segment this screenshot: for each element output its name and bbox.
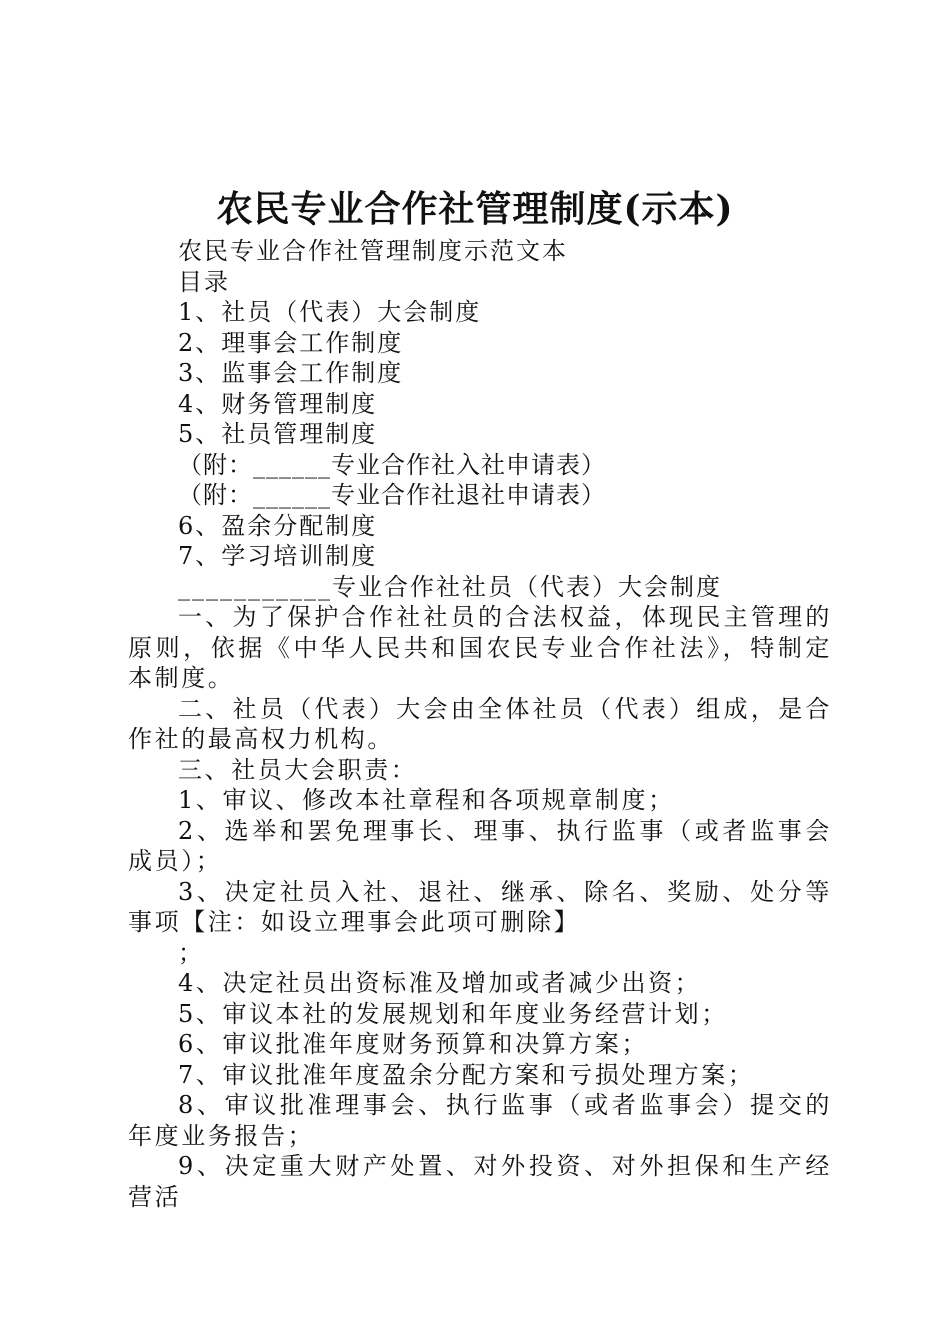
paragraph: 三、社员大会职责： [178, 755, 418, 784]
paragraph: 2、选举和罢免理事长、理事、执行监事（或者监事会成员）； [128, 816, 832, 875]
toc-item: 6、盈余分配制度 [178, 511, 378, 540]
paragraph: 5、审议本社的发展规划和年度业务经营计划； [178, 999, 728, 1028]
paragraph: 4、决定社员出资标准及增加或者减少出资； [178, 969, 702, 997]
section-paragraphs [128, 602, 832, 1212]
toc-item: 7、学习培训制度 [178, 542, 378, 570]
toc-item: 5、社员管理制度 [178, 420, 378, 448]
paragraph: 一、为了保护合作社社员的合法权益，体现民主管理的原则，依据《中华人民共和国农民专业合作社法》，特制定本制度。 [128, 603, 832, 692]
document-title: 农民专业合作社管理制度(示本) [216, 188, 734, 230]
paragraph: 二、社员（代表）大会由全体社员（代表）组成，是合作社的最高权力机构。 [128, 694, 832, 753]
toc-heading: 目录 [178, 267, 230, 296]
paragraph: 9、决定重大财产处置、对外投资、对外担保和生产经营活 [128, 1152, 832, 1211]
document-body [128, 236, 832, 1212]
toc-list [128, 297, 832, 572]
paragraph: 6、审议批准年度财务预算和决算方案； [178, 1030, 649, 1058]
paragraph: ； [178, 938, 205, 967]
paragraph: 7、审议批准年度盈余分配方案和亏损处理方案； [178, 1060, 755, 1089]
toc-item: 3、监事会工作制度 [178, 359, 404, 387]
section-heading: ___________专业合作社社员（代表）大会制度 [178, 572, 722, 601]
toc-item: 4、财务管理制度 [178, 389, 378, 418]
toc-item: （附：______专业合作社退社申请表） [178, 481, 606, 509]
toc-item: （附：______专业合作社入社申请表） [178, 450, 606, 479]
paragraph: 3、决定社员入社、退社、继承、除名、奖励、处分等事项【注：如设立理事会此项可删除】 [128, 877, 832, 936]
toc-item: 2、理事会工作制度 [178, 328, 404, 357]
document-subtitle: 农民专业合作社管理制度示范文本 [178, 237, 568, 265]
paragraph: 1、审议、修改本社章程和各项规章制度； [178, 786, 675, 814]
toc-item: 1、社员（代表）大会制度 [178, 298, 482, 326]
paragraph: 8、审议批准理事会、执行监事（或者监事会）提交的年度业务报告； [128, 1091, 832, 1150]
